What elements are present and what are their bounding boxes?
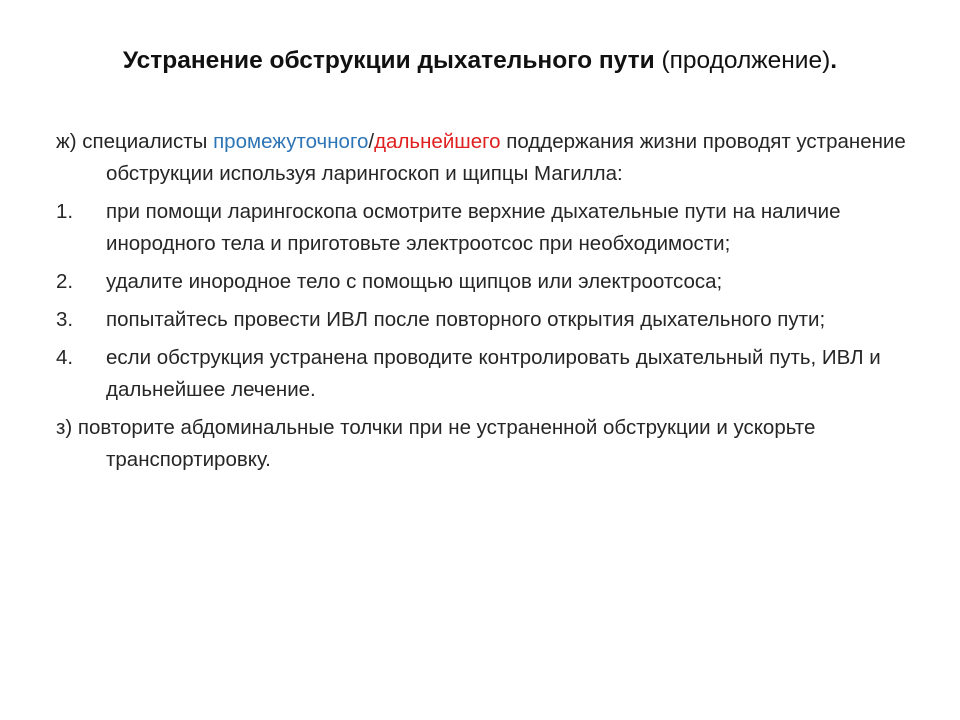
paragraph-g-rest: поддержания жизни проводят устранение обструкции используя ларингоскоп и щипцы Магилла: (106, 130, 906, 185)
paragraph-g (56, 126, 906, 190)
list-item-number: 4. (56, 346, 74, 369)
title-dot: . (830, 47, 838, 74)
title-suffix: (продолжение) (654, 47, 831, 74)
paragraph-g-blue-term: промежуточного (213, 130, 369, 153)
list-item-number: 2. (56, 270, 74, 293)
slide-body (56, 126, 906, 482)
list-item-number: 3. (56, 308, 74, 331)
slide-title (0, 44, 960, 78)
paragraph-g-prefix: ж) специалисты (56, 130, 214, 153)
list-item (56, 266, 906, 298)
list-item-text: удалите инородное тело с помощью щипцов или электроотсоса; (106, 270, 723, 293)
paragraph-g-slash: / (368, 130, 375, 153)
list-item (56, 304, 906, 336)
paragraph-z: з) повторите абдоминальные толчки при не устраненной обструкции и ускорьте транспортировку. (56, 416, 816, 471)
list-item-text: если обструкция устранена проводите контролировать дыхательный путь, ИВЛ и дальнейшее лечение. (106, 346, 881, 401)
list-item-text: попытайтесь провести ИВЛ после повторного открытия дыхательного пути; (106, 308, 826, 331)
paragraph-g-red-term: дальнейшего (374, 130, 501, 153)
list-item (56, 196, 906, 260)
list-item-number: 1. (56, 200, 74, 223)
list-item-text: при помощи ларингоскопа осмотрите верхние дыхательные пути на наличие инородного тела и приготовьте электроотсос при необходимости; (106, 200, 841, 255)
title-main: Устранение обструкции дыхательного пути (122, 47, 655, 74)
list-item (56, 342, 906, 406)
